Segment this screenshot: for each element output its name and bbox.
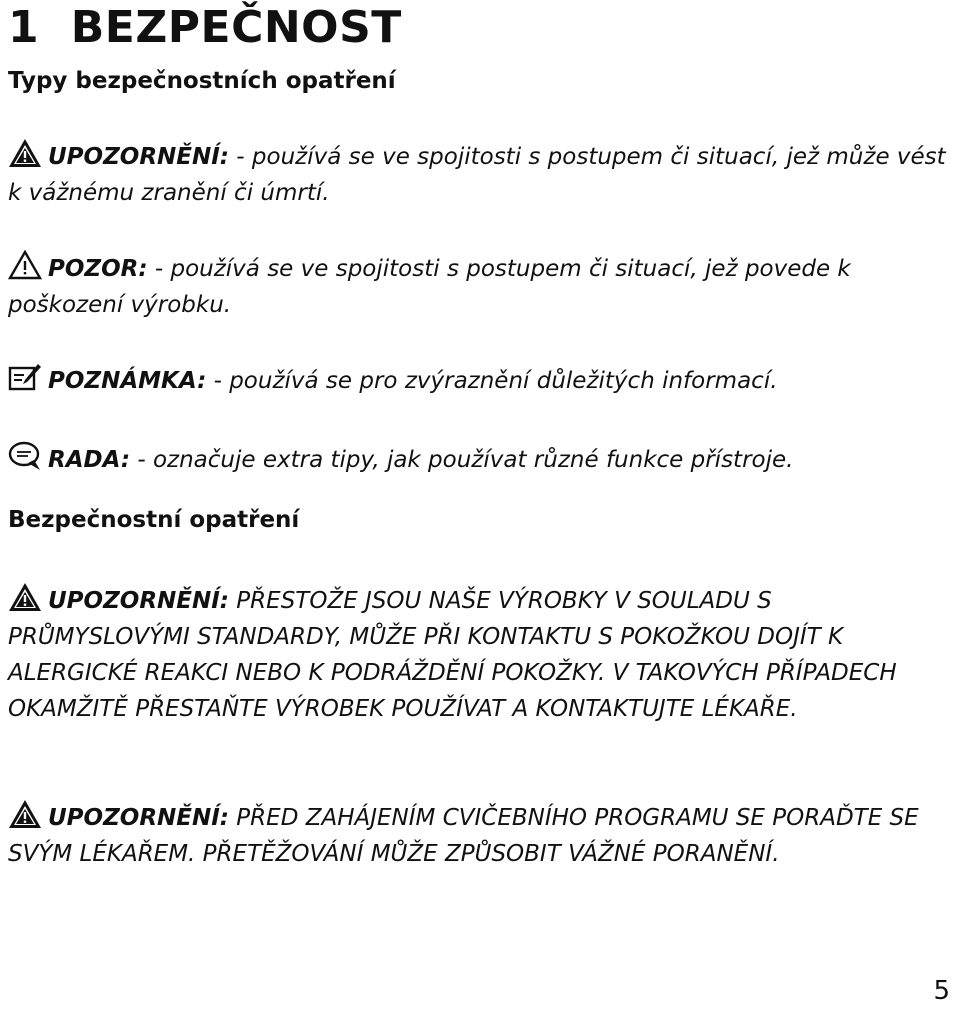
warning-label: UPOZORNĚNÍ: [48,588,229,614]
note-label: POZNÁMKA: [48,368,207,394]
note-label: UPOZORNĚNÍ: [48,144,229,170]
page-number: 5 [933,976,950,1006]
chapter-number: 1 [8,2,40,53]
warning-triangle-filled-icon [8,138,48,168]
note-tip [8,441,948,478]
warning-text: PŘESTOŽE JSOU NAŠE VÝROBKY V SOULADU S PRŮMYSLOVÝMI STANDARDY, MŮŽE PŘI KONTAKTU S POKOŽKOU DOJÍT K ALERGICKÉ REAKCI NEBO K PODRÁŽDĚNÍ POKOŽKY. V TAKOVÝCH PŘÍPADECH OKAMŽITĚ PŘESTAŇTE VÝROBEK POUŽÍVAT A KONTAKTUJTE LÉKAŘE. [8,588,897,722]
section-heading-types: Typy bezpečnostních opatření [8,68,396,94]
chapter-name: BEZPEČNOST [70,2,402,53]
tip-speech-bubble-icon [8,441,48,471]
note-label: RADA: [48,447,131,473]
note-text: - používá se ve spojitosti s postupem či situací, jež může vést k vážnému zranění či úmrtí. [8,144,946,206]
warning-triangle-filled-icon [8,582,48,612]
note-caution [8,250,948,323]
warning-triangle-filled-icon [8,799,48,829]
note-text: - používá se pro zvýraznění důležitých informací. [206,368,778,394]
warning-text: PŘED ZAHÁJENÍM CVIČEBNÍHO PROGRAMU SE PORAĎTE SE SVÝM LÉKAŘEM. PŘETĚŽOVÁNÍ MŮŽE ZPŮSOBIT VÁŽNÉ PORANĚNÍ. [8,805,919,867]
section-heading-precautions: Bezpečnostní opatření [8,507,300,533]
note-label: POZOR: [48,256,148,282]
note-text: - používá se ve spojitosti s postupem či situací, jež povede k poškození výrobku. [8,256,851,318]
note-warning [8,138,948,211]
warning-label: UPOZORNĚNÍ: [48,805,229,831]
safety-warning-exercise [8,799,948,872]
note-info [8,362,948,399]
chapter-title [8,2,402,53]
safety-warning-allergy [8,582,948,727]
note-pencil-icon [8,362,48,392]
note-text: - označuje extra tipy, jak používat různé funkce přístroje. [130,447,794,473]
warning-triangle-outline-icon [8,250,48,280]
